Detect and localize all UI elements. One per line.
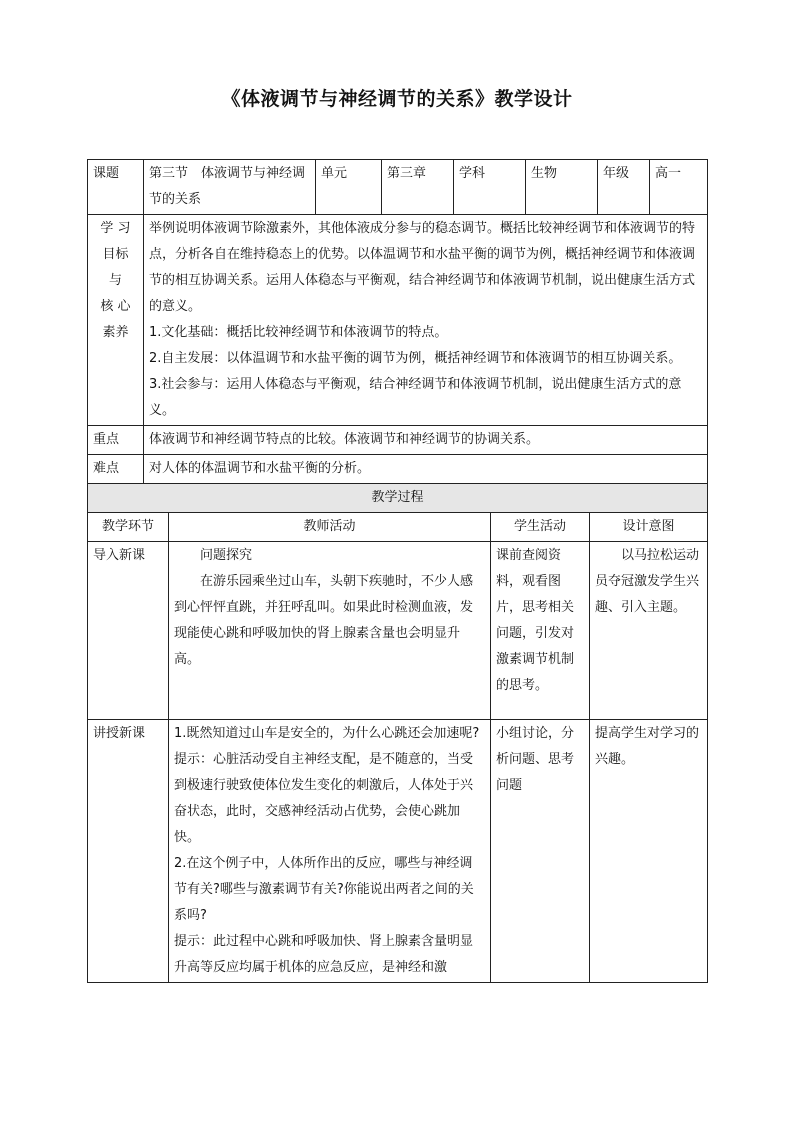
header-row — [88, 160, 708, 215]
goals-content — [144, 215, 708, 426]
course-label: 课题 — [88, 160, 144, 215]
intent-lecture: 提高学生对学习的兴趣。 — [590, 720, 708, 983]
col-student-header: 学生活动 — [491, 513, 590, 542]
grade-value: 高一 — [650, 160, 708, 215]
process-header-row — [88, 513, 708, 542]
key-points-label: 重点 — [88, 426, 144, 455]
key-points-row — [88, 426, 708, 455]
unit-label: 单元 — [316, 160, 382, 215]
col-teacher-header: 教师活动 — [169, 513, 491, 542]
grade-label: 年级 — [598, 160, 650, 215]
subject-label: 学科 — [454, 160, 526, 215]
goals-label: 学 习 目标 与 核 心 素养 — [88, 215, 144, 426]
key-points-value: 体液调节和神经调节特点的比较。体液调节和神经调节的协调关系。 — [144, 426, 708, 455]
difficulties-value: 对人体的体温调节和水盐平衡的分析。 — [144, 455, 708, 484]
document-title: 《体液调节与神经调节的关系》教学设计 — [221, 88, 573, 110]
intent-intro: 以马拉松运动员夺冠激发学生兴趣、引入主题。 — [590, 542, 708, 720]
subject-value: 生物 — [526, 160, 598, 215]
teaching-process-table — [87, 484, 708, 983]
process-row-intro — [88, 542, 708, 720]
teacher-intro-text: 在游乐园乘坐过山车，头朝下疾驰时，不少人感到心怦怦直跳，并狂呼乱叫。如果此时检测血液，发现能使心跳和呼吸加快的肾上腺素含量也会明显升高。 — [174, 574, 474, 667]
course-value: 第三节 体液调节与神经调节的关系 — [144, 160, 316, 215]
difficulties-label: 难点 — [88, 455, 144, 484]
difficulties-row — [88, 455, 708, 484]
student-intro: 课前查阅资料，观看图片，思考相关问题，引发对激素调节机制的思考。 — [491, 542, 590, 720]
stage-lecture: 讲授新课 — [88, 720, 169, 983]
stage-intro: 导入新课 — [88, 542, 169, 720]
lesson-plan-table-1 — [87, 159, 707, 983]
goals-item-3: 3.社会参与：运用人体稳态与平衡观，结合神经调节和体液调节机制，说出健康生活方式的意义。 — [149, 377, 682, 418]
student-lecture: 小组讨论，分析问题、思考问题 — [491, 720, 590, 983]
teacher-lecture — [169, 720, 491, 983]
teacher-question-1: 1.既然知道过山车是安全的，为什么心跳还会加速呢? — [174, 726, 480, 741]
process-section-title: 教学过程 — [88, 484, 708, 513]
goals-item-1: 1.文化基础：概括比较神经调节和体液调节的特点。 — [149, 325, 448, 340]
process-row-lecture — [88, 720, 708, 983]
teacher-intro-heading: 问题探究 — [200, 548, 253, 563]
goals-paragraph: 举例说明体液调节除激素外，其他体液成分参与的稳态调节。概括比较神经调节和体液调节的特点，分析各自在维持稳态上的优势。以体温调节和水盐平衡的调节为例，概括神经调节和体液调节的相互协调关系。运用人体稳态与平衡观，结合神经调节和体液调节机制，说出健康生活方式的意义。 — [149, 221, 696, 314]
teacher-question-2: 2.在这个例子中，人体所作出的反应，哪些与神经调节有关?哪些与激素调节有关?你能说出两者之间的关系吗? — [174, 856, 474, 923]
col-intent-header: 设计意图 — [590, 513, 708, 542]
unit-value: 第三章 — [382, 160, 454, 215]
teacher-hint-2: 提示：此过程中心跳和呼吸加快、肾上腺素含量明显升高等反应均属于机体的应急反应，是神经和激 — [174, 934, 474, 975]
goals-item-2: 2.自主发展：以体温调节和水盐平衡的调节为例，概括神经调节和体液调节的相互协调关系。 — [149, 351, 682, 366]
teacher-hint-1: 提示：心脏活动受自主神经支配，是不随意的，当受到极速行驶致使体位发生变化的刺激后，人体处于兴奋状态，此时，交感神经活动占优势，会使心跳加快。 — [174, 752, 474, 845]
goals-row — [88, 215, 708, 426]
teacher-intro — [169, 542, 491, 720]
col-stage-header: 教学环节 — [88, 513, 169, 542]
